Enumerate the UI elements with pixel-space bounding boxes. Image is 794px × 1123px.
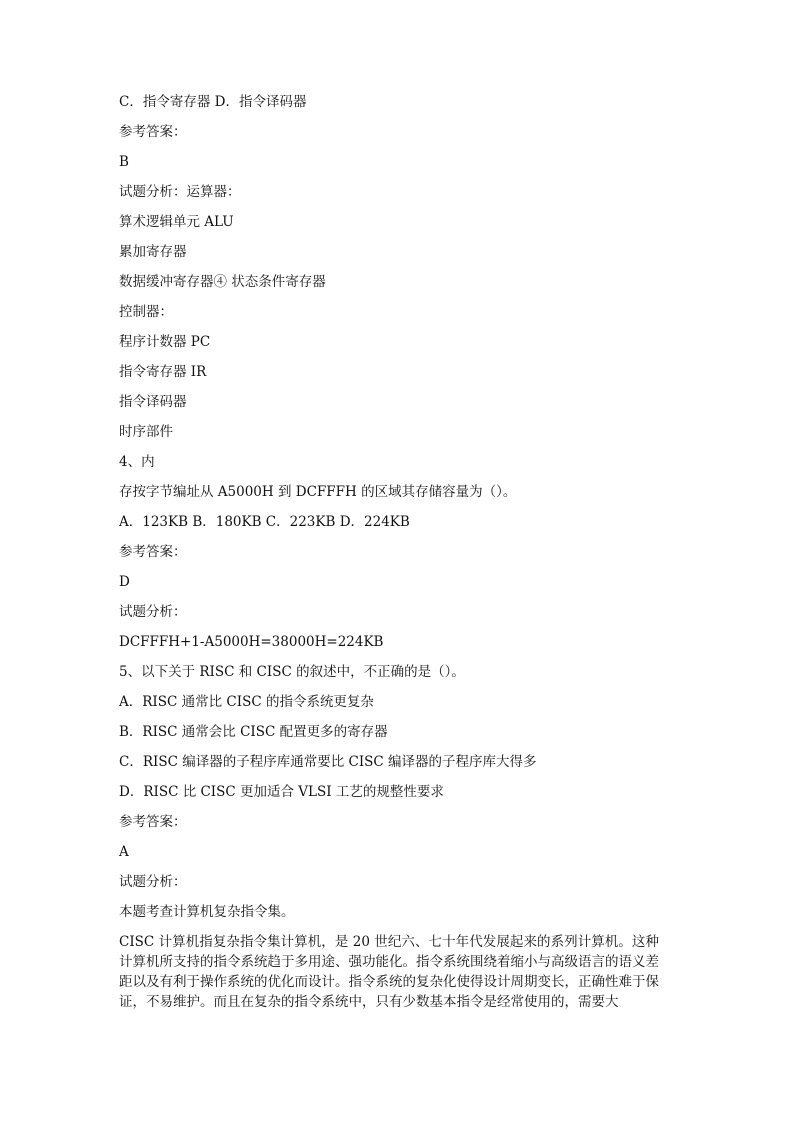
- question-options: A．123KB B．180KB C．223KB D．224KB: [119, 514, 410, 530]
- text-line: 程序计数器 PC: [119, 334, 211, 350]
- answer-value: D: [119, 574, 130, 590]
- text-line: 指令译码器: [119, 394, 187, 410]
- question-text: 5、以下关于 RISC 和 CISC 的叙述中，不正确的是（）。: [119, 664, 465, 680]
- answer-value: A: [119, 844, 129, 860]
- analysis-label: 试题分析：运算器：: [119, 184, 241, 200]
- option-a: A．RISC 通常比 CISC 的指令系统更复杂: [119, 694, 374, 710]
- answer-label: 参考答案：: [119, 814, 187, 830]
- analysis-label: 试题分析：: [119, 874, 187, 890]
- text-line: 时序部件: [119, 424, 173, 440]
- document-body: [119, 92, 679, 1026]
- text-line: 累加寄存器: [119, 244, 187, 260]
- question-text: 存按字节编址从 A5000H 到 DCFFFH 的区域其存储容量为（）。: [119, 484, 517, 500]
- answer-value: B: [119, 154, 129, 170]
- text-line: 算术逻辑单元 ALU: [119, 214, 234, 230]
- question-number: 4、内: [119, 454, 155, 470]
- option-line-c-d: C．指令寄存器 D．指令译码器: [119, 94, 307, 110]
- answer-label: 参考答案：: [119, 544, 187, 560]
- text-line: 控制器：: [119, 304, 173, 320]
- analysis-label: 试题分析：: [119, 604, 187, 620]
- analysis-paragraph: CISC 计算机指复杂指令集计算机，是 20 世纪六、七十年代发展起来的系列计算机。这种计算机所支持的指令系统趋于多用途、强功能化。指令系统围绕着缩小与高级语言的语义差距以及有利于操作系统的优化而设计。指令系统的复杂化使得设计周期变长，正确性难于保证，不易维护。而且在复杂的指令系统中，只有少数基本指令是经常使用的，需要大: [119, 934, 659, 1010]
- analysis-topic: 本题考查计算机复杂指令集。: [119, 904, 295, 920]
- text-line: 数据缓冲寄存器④ 状态条件寄存器: [119, 274, 326, 290]
- text-line: 指令寄存器 IR: [119, 364, 207, 380]
- option-c: C．RISC 编译器的子程序库通常要比 CISC 编译器的子程序库大得多: [119, 754, 537, 770]
- calculation-line: DCFFFH+1-A5000H=38000H=224KB: [119, 634, 384, 650]
- option-d: D．RISC 比 CISC 更加适合 VLSI 工艺的规整性要求: [119, 784, 444, 800]
- option-b: B．RISC 通常会比 CISC 配置更多的寄存器: [119, 724, 388, 740]
- answer-label: 参考答案：: [119, 124, 187, 140]
